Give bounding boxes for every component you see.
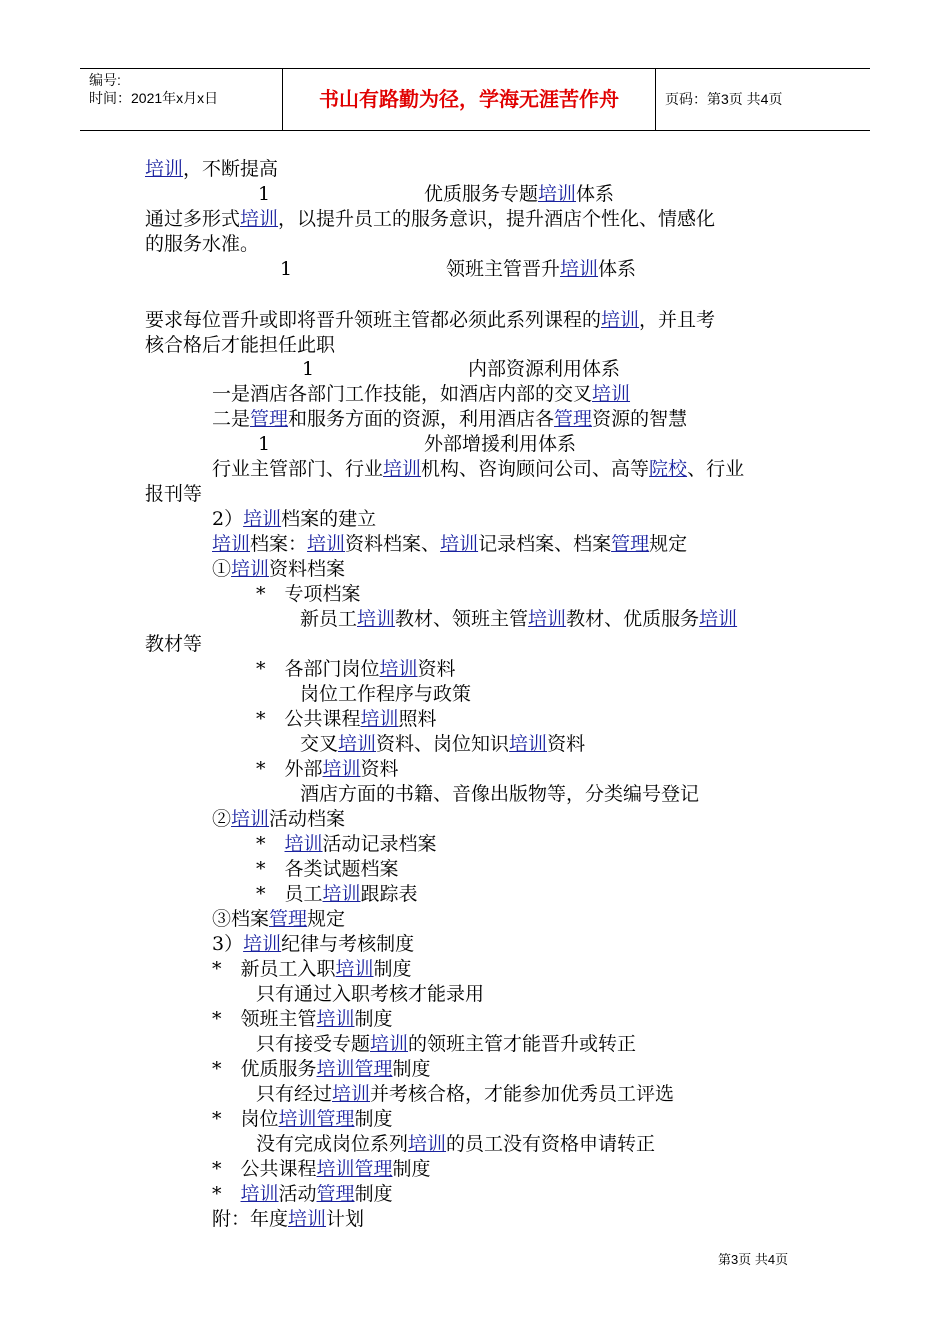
- header-page-code: 页码：第3页 共4页: [665, 91, 783, 107]
- text-run: * 外部: [256, 758, 323, 780]
- text-run: 档案的建立: [281, 508, 377, 530]
- text-run: 制度: [354, 1183, 393, 1205]
- text-run: 教材等: [145, 633, 203, 655]
- keyword-link[interactable]: 培训: [231, 808, 270, 830]
- keyword-link[interactable]: 培训: [212, 533, 251, 555]
- keyword-link[interactable]: 培训: [699, 608, 738, 630]
- text-run: 的员工没有资格申请转正: [446, 1133, 656, 1155]
- text-run: 领班主管晋升: [446, 258, 561, 280]
- keyword-link[interactable]: 管理: [316, 1183, 355, 1205]
- keyword-link[interactable]: 培训: [316, 1158, 355, 1180]
- header-motto: 书山有路勤为径，学海无涯苦作舟: [319, 87, 619, 111]
- keyword-link[interactable]: 培训: [243, 933, 282, 955]
- text-line: [212, 507, 376, 531]
- text-line: [212, 957, 412, 981]
- text-run: 、行业: [687, 458, 745, 480]
- text-run: ②: [212, 808, 232, 830]
- text-run: * 公共课程: [212, 1158, 317, 1180]
- text-run: * 专项档案: [256, 583, 361, 605]
- keyword-link[interactable]: 培训: [370, 1033, 409, 1055]
- text-line: [212, 457, 744, 481]
- keyword-link[interactable]: 管理: [354, 1058, 393, 1080]
- text-line: [212, 532, 687, 556]
- text-run: 制度: [354, 1008, 393, 1030]
- text-run: 记录档案、档案: [478, 533, 612, 555]
- text-line: [280, 257, 292, 281]
- text-run: 活动记录档案: [322, 833, 437, 855]
- keyword-link[interactable]: 培训: [560, 258, 599, 280]
- keyword-link[interactable]: 培训: [509, 733, 548, 755]
- text-run: * 员工: [256, 883, 323, 905]
- text-line: [256, 707, 437, 731]
- text-line: [258, 432, 270, 456]
- text-run: 新员工: [300, 608, 358, 630]
- text-line: [145, 632, 202, 656]
- text-run: * 优质服务: [212, 1058, 317, 1080]
- text-run: ，不断提高: [183, 158, 279, 180]
- text-line: [256, 982, 484, 1006]
- keyword-link[interactable]: 管理: [611, 533, 650, 555]
- keyword-link[interactable]: 培训: [240, 208, 279, 230]
- text-run: 活动: [278, 1183, 317, 1205]
- text-line: [212, 1182, 393, 1206]
- keyword-link[interactable]: 培训: [288, 1208, 327, 1230]
- text-run: 资料档案、: [345, 533, 441, 555]
- text-run: 1: [280, 258, 293, 280]
- text-line: [300, 782, 699, 806]
- text-run: *: [256, 833, 285, 855]
- text-line: [256, 857, 399, 881]
- text-line: [212, 1157, 431, 1181]
- text-run: 规定: [307, 908, 346, 930]
- text-line: [145, 333, 335, 357]
- text-line: [256, 582, 361, 606]
- text-line: [145, 232, 259, 256]
- text-line: [212, 807, 345, 831]
- keyword-link[interactable]: 院校: [649, 458, 688, 480]
- text-run: 行业主管部门、行业: [212, 458, 384, 480]
- text-line: [212, 1057, 431, 1081]
- text-line: [145, 308, 715, 332]
- text-run: 制度: [354, 1108, 393, 1130]
- keyword-link[interactable]: 管理: [354, 1158, 393, 1180]
- text-line: [212, 932, 414, 956]
- text-line: [300, 607, 737, 631]
- text-run: 跟踪表: [360, 883, 418, 905]
- number-label: 编号:: [89, 72, 121, 88]
- text-run: * 岗位: [212, 1108, 279, 1130]
- keyword-link[interactable]: 培训: [440, 533, 479, 555]
- text-run: 二是: [212, 408, 251, 430]
- text-run: 档案：: [250, 533, 308, 555]
- header-meta: [89, 71, 218, 107]
- text-run: * 领班主管: [212, 1008, 317, 1030]
- text-line: [145, 207, 715, 231]
- text-line: [256, 832, 437, 856]
- text-line: [258, 182, 270, 206]
- text-line: [212, 1107, 393, 1131]
- text-line: [145, 157, 278, 181]
- keyword-link[interactable]: 管理: [554, 408, 593, 430]
- keyword-link[interactable]: 培训: [379, 658, 418, 680]
- text-run: 只有接受专题: [256, 1033, 371, 1055]
- text-run: 资料档案: [269, 558, 346, 580]
- page-header: [80, 68, 870, 131]
- text-run: 制度: [392, 1058, 431, 1080]
- keyword-link[interactable]: 培训: [383, 458, 422, 480]
- text-run: ，并且考: [639, 309, 716, 331]
- text-line: [256, 1132, 655, 1156]
- keyword-link[interactable]: 培训: [538, 183, 577, 205]
- text-line: [256, 1032, 636, 1056]
- page-footer: 第3页 共4页: [718, 1252, 789, 1267]
- header-divider: [655, 69, 656, 130]
- text-run: * 公共课程: [256, 708, 361, 730]
- text-run: 教材、领班主管: [395, 608, 529, 630]
- keyword-link[interactable]: 培训: [528, 608, 567, 630]
- text-run: 制度: [392, 1158, 431, 1180]
- text-run: 资料: [547, 733, 586, 755]
- text-run: 资料: [417, 658, 456, 680]
- keyword-link[interactable]: 培训: [322, 758, 361, 780]
- text-run: 计划: [326, 1208, 365, 1230]
- text-run: 报刊等: [145, 483, 203, 505]
- keyword-link[interactable]: 管理: [269, 908, 308, 930]
- text-run: * 各类试题档案: [256, 858, 399, 880]
- text-line: [468, 357, 620, 381]
- keyword-link[interactable]: 培训: [145, 158, 184, 180]
- keyword-link[interactable]: 培训: [316, 1008, 355, 1030]
- keyword-link[interactable]: 培训: [338, 733, 377, 755]
- text-run: ③档案: [212, 908, 270, 930]
- text-run: * 各部门岗位: [256, 658, 380, 680]
- text-run: 1: [258, 183, 271, 205]
- text-run: 并考核合格，才能参加优秀员工评选: [370, 1083, 675, 1105]
- text-run: 岗位工作程序与政策: [300, 683, 472, 705]
- text-line: [212, 382, 630, 406]
- text-line: [446, 257, 636, 281]
- keyword-link[interactable]: 培训: [332, 1083, 371, 1105]
- time-label: 时间：2021年x月x日: [89, 90, 219, 106]
- keyword-link[interactable]: 培训: [243, 508, 282, 530]
- text-run: 优质服务专题: [424, 183, 539, 205]
- keyword-link[interactable]: 培训: [601, 309, 640, 331]
- text-run: 只有经过: [256, 1083, 333, 1105]
- text-run: 酒店方面的书籍、音像出版物等，分类编号登记: [300, 783, 700, 805]
- text-line: [256, 657, 456, 681]
- text-run: *: [212, 1183, 241, 1205]
- text-line: [212, 407, 687, 431]
- text-line: [300, 682, 471, 706]
- text-run: ，以提升员工的服务意识，提升酒店个性化、情感化: [278, 208, 716, 230]
- text-run: 交叉: [300, 733, 339, 755]
- text-line: [424, 432, 576, 456]
- text-run: 教材、优质服务: [566, 608, 700, 630]
- keyword-link[interactable]: 培训: [240, 1183, 279, 1205]
- keyword-link[interactable]: 培训: [335, 958, 374, 980]
- text-run: 要求每位晋升或即将晋升领班主管都必须此系列课程的: [145, 309, 602, 331]
- keyword-link[interactable]: 管理: [250, 408, 289, 430]
- text-run: 资料、岗位知识: [376, 733, 510, 755]
- text-run: 规定: [649, 533, 688, 555]
- text-line: [302, 357, 314, 381]
- text-run: 制度: [373, 958, 412, 980]
- text-run: 内部资源利用体系: [468, 358, 621, 380]
- text-line: [212, 907, 345, 931]
- keyword-link[interactable]: 培训: [360, 708, 399, 730]
- text-run: 的服务水准。: [145, 233, 260, 255]
- keyword-link[interactable]: 培训: [322, 883, 361, 905]
- text-line: [256, 1082, 674, 1106]
- text-run: 2）: [212, 508, 244, 530]
- text-run: 一是酒店各部门工作技能，如酒店内部的交叉: [212, 383, 593, 405]
- text-run: 纪律与考核制度: [281, 933, 415, 955]
- keyword-link[interactable]: 培训: [316, 1058, 355, 1080]
- text-line: [256, 882, 418, 906]
- text-run: 照料: [398, 708, 437, 730]
- text-run: ①: [212, 558, 232, 580]
- text-run: 和服务方面的资源，利用酒店各: [288, 408, 555, 430]
- text-run: * 新员工入职: [212, 958, 336, 980]
- keyword-link[interactable]: 培训: [278, 1108, 317, 1130]
- keyword-link[interactable]: 培训: [307, 533, 346, 555]
- text-run: 通过多形式: [145, 208, 241, 230]
- text-run: 体系: [598, 258, 637, 280]
- text-line: [212, 1007, 393, 1031]
- keyword-link[interactable]: 培训: [231, 558, 270, 580]
- text-run: 没有完成岗位系列: [256, 1133, 409, 1155]
- text-run: 资料: [360, 758, 399, 780]
- text-line: [256, 757, 399, 781]
- text-line: [212, 557, 345, 581]
- keyword-link[interactable]: 培训: [592, 383, 631, 405]
- text-run: 核合格后才能担任此职: [145, 334, 336, 356]
- text-run: 1: [258, 433, 271, 455]
- keyword-link[interactable]: 培训: [357, 608, 396, 630]
- text-run: 活动档案: [269, 808, 346, 830]
- text-run: 机构、咨询顾问公司、高等: [421, 458, 650, 480]
- text-line: [424, 182, 614, 206]
- text-run: 只有通过入职考核才能录用: [256, 983, 485, 1005]
- text-run: 1: [302, 358, 315, 380]
- keyword-link[interactable]: 培训: [284, 833, 323, 855]
- text-run: 的领班主管才能晋升或转正: [408, 1033, 637, 1055]
- text-line: [145, 482, 202, 506]
- text-line: [300, 732, 585, 756]
- text-run: 资源的智慧: [592, 408, 688, 430]
- text-line: [212, 1207, 364, 1231]
- text-run: 附：年度: [212, 1208, 289, 1230]
- keyword-link[interactable]: 管理: [316, 1108, 355, 1130]
- text-run: 外部增援利用体系: [424, 433, 577, 455]
- keyword-link[interactable]: 培训: [408, 1133, 447, 1155]
- text-run: 3）: [212, 933, 244, 955]
- text-run: 体系: [576, 183, 615, 205]
